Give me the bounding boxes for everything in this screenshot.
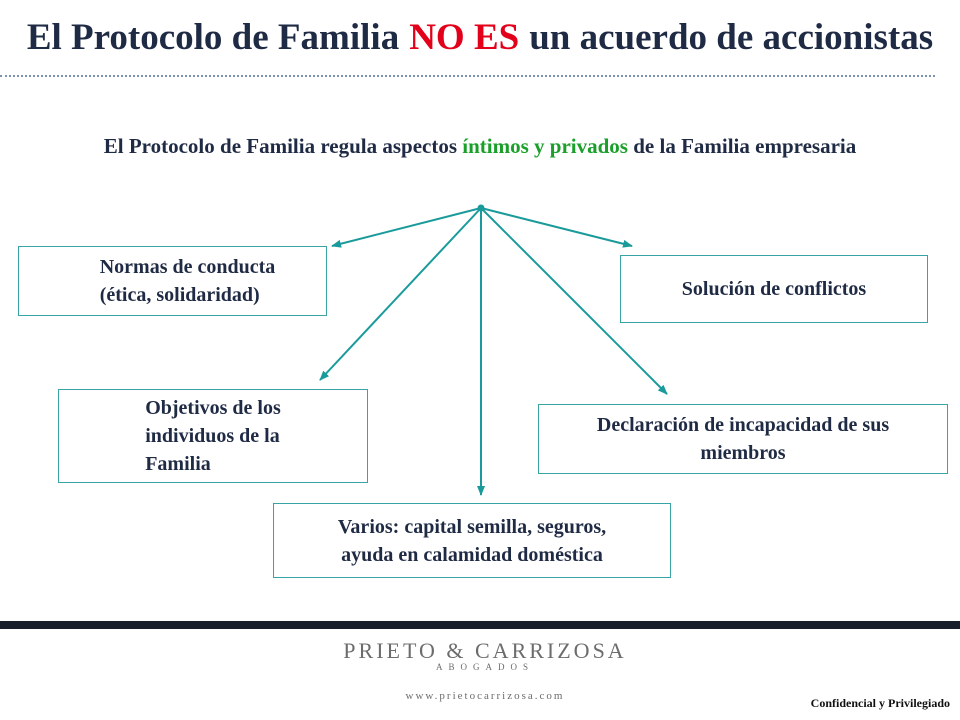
node-normas-de-conducta [18, 246, 327, 316]
firm-subtitle: ABOGADOS [435, 662, 534, 672]
intro-text-before: El Protocolo de Familia regula aspectos [103, 134, 463, 158]
firm-logo [330, 638, 640, 702]
connector-to-objetivos [320, 208, 481, 380]
confidential-notice: Confidencial y Privilegiado [810, 696, 950, 710]
firm-name: PRIETO & CARRIZOSA [343, 638, 627, 663]
node-label: Varios: capital semilla, seguros, ayuda en calamidad doméstica [337, 515, 607, 566]
node-label: Solución de conflictos [681, 278, 867, 300]
intro-text-after: de la Familia empresaria [627, 134, 857, 158]
connector-to-normas [332, 208, 481, 246]
footer-bar [0, 621, 960, 629]
title-emphasis: NO ES [409, 17, 520, 58]
node-objetivos-individuos [58, 389, 368, 483]
node-label: Normas de conducta (ética, solidaridad) [99, 256, 276, 306]
node-solucion-de-conflictos [620, 255, 928, 323]
title-part-1: El Protocolo de Familia [26, 17, 400, 58]
connector-to-solucion [481, 208, 632, 246]
node-varios [273, 503, 671, 578]
title-part-2: un acuerdo de accionistas [529, 17, 934, 58]
node-label: Objetivos de los individuos de la Familia [145, 397, 281, 475]
node-label: Declaración de incapacidad de sus miembros [596, 414, 890, 464]
intro-highlight: íntimos y privados [462, 134, 628, 158]
firm-url: www.prietocarrizosa.com [405, 690, 565, 702]
node-declaracion-incapacidad [538, 404, 948, 474]
